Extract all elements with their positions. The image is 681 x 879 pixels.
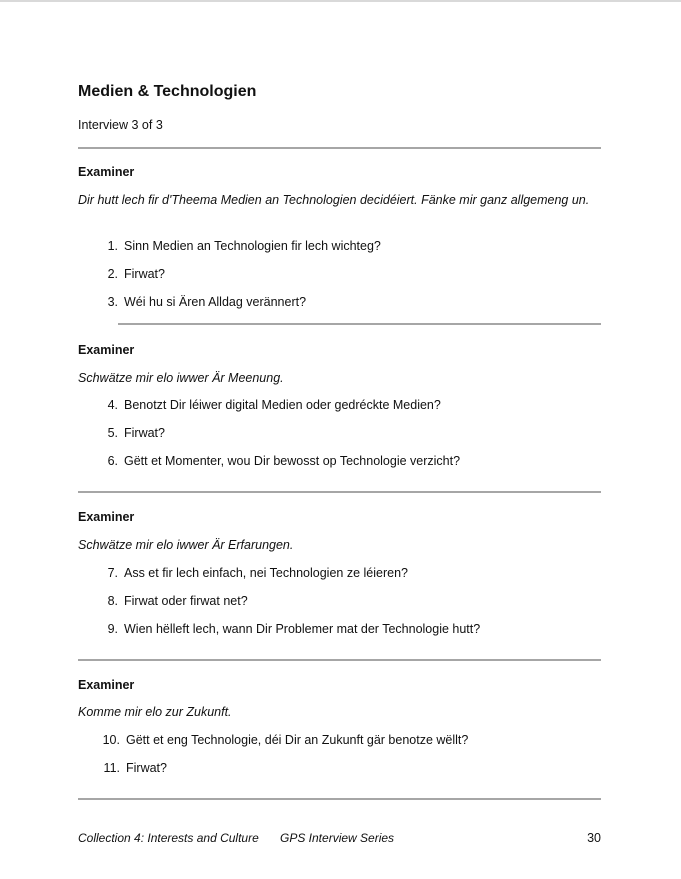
question-text: Benotzt Dir léiwer digital Medien oder gedréckte Medien?: [124, 398, 441, 412]
question-item: [98, 398, 441, 412]
question-text: Wien hëlleft lech, wann Dir Problemer mat der Technologie hutt?: [124, 622, 481, 636]
question-number: 2.: [107, 267, 118, 281]
section-intro: Schwätze mir elo iwwer Är Meenung.: [78, 371, 284, 385]
question-text: Gëtt et eng Technologie, déi Dir an Zukunft gär benotze wëllt?: [126, 733, 469, 747]
section-label: Examiner: [78, 343, 135, 357]
divider: [78, 659, 601, 661]
divider: [78, 798, 601, 800]
section-intro: Schwätze mir elo iwwer Är Erfarungen.: [78, 538, 294, 552]
question-item: [98, 622, 480, 636]
divider: [78, 147, 601, 149]
question-item: [98, 733, 468, 747]
question-number: 6.: [107, 454, 118, 468]
page-title: Medien & Technologien: [78, 83, 257, 100]
page-subtitle: Interview 3 of 3: [78, 118, 163, 132]
section-intro: Dir hutt lech fir d'Theema Medien an Technologien decidéiert. Fänke mir ganz allgemeng un.: [78, 193, 590, 207]
question-number: 3.: [107, 295, 118, 309]
question-number: 1.: [107, 239, 118, 253]
footer-series: GPS Interview Series: [280, 831, 395, 845]
question-item: [98, 239, 381, 253]
section-label: Examiner: [78, 678, 135, 692]
question-item: [98, 454, 460, 468]
question-text: Ass et fir lech einfach, nei Technologien ze léieren?: [124, 566, 408, 580]
section-label: Examiner: [78, 165, 135, 179]
question-text: Firwat?: [126, 761, 167, 775]
question-item: [98, 761, 167, 775]
question-item: [98, 295, 306, 309]
question-item: [98, 426, 165, 440]
question-item: [98, 566, 408, 580]
section-intro: Komme mir elo zur Zukunft.: [78, 705, 232, 719]
question-number: 10.: [102, 733, 120, 747]
question-number: 8.: [107, 594, 118, 608]
divider: [78, 491, 601, 493]
question-number: 11.: [103, 761, 120, 775]
question-number: 7.: [107, 566, 118, 580]
divider: [118, 323, 601, 325]
question-number: 4.: [107, 398, 118, 412]
page-number: 30: [587, 831, 601, 845]
top-border: [0, 0, 681, 2]
question-number: 9.: [107, 622, 118, 636]
question-text: Firwat?: [124, 267, 165, 281]
question-text: Firwat?: [124, 426, 165, 440]
section-label: Examiner: [78, 510, 135, 524]
question-text: Gëtt et Momenter, wou Dir bewosst op Technologie verzicht?: [124, 454, 461, 468]
question-text: Sinn Medien an Technologien fir lech wichteg?: [124, 239, 381, 253]
question-item: [98, 594, 248, 608]
question-text: Wéi hu si Ären Alldag verännert?: [124, 295, 307, 309]
question-item: [98, 267, 165, 281]
footer-collection: Collection 4: Interests and Culture: [78, 831, 259, 845]
question-number: 5.: [107, 426, 118, 440]
question-text: Firwat oder firwat net?: [124, 594, 248, 608]
